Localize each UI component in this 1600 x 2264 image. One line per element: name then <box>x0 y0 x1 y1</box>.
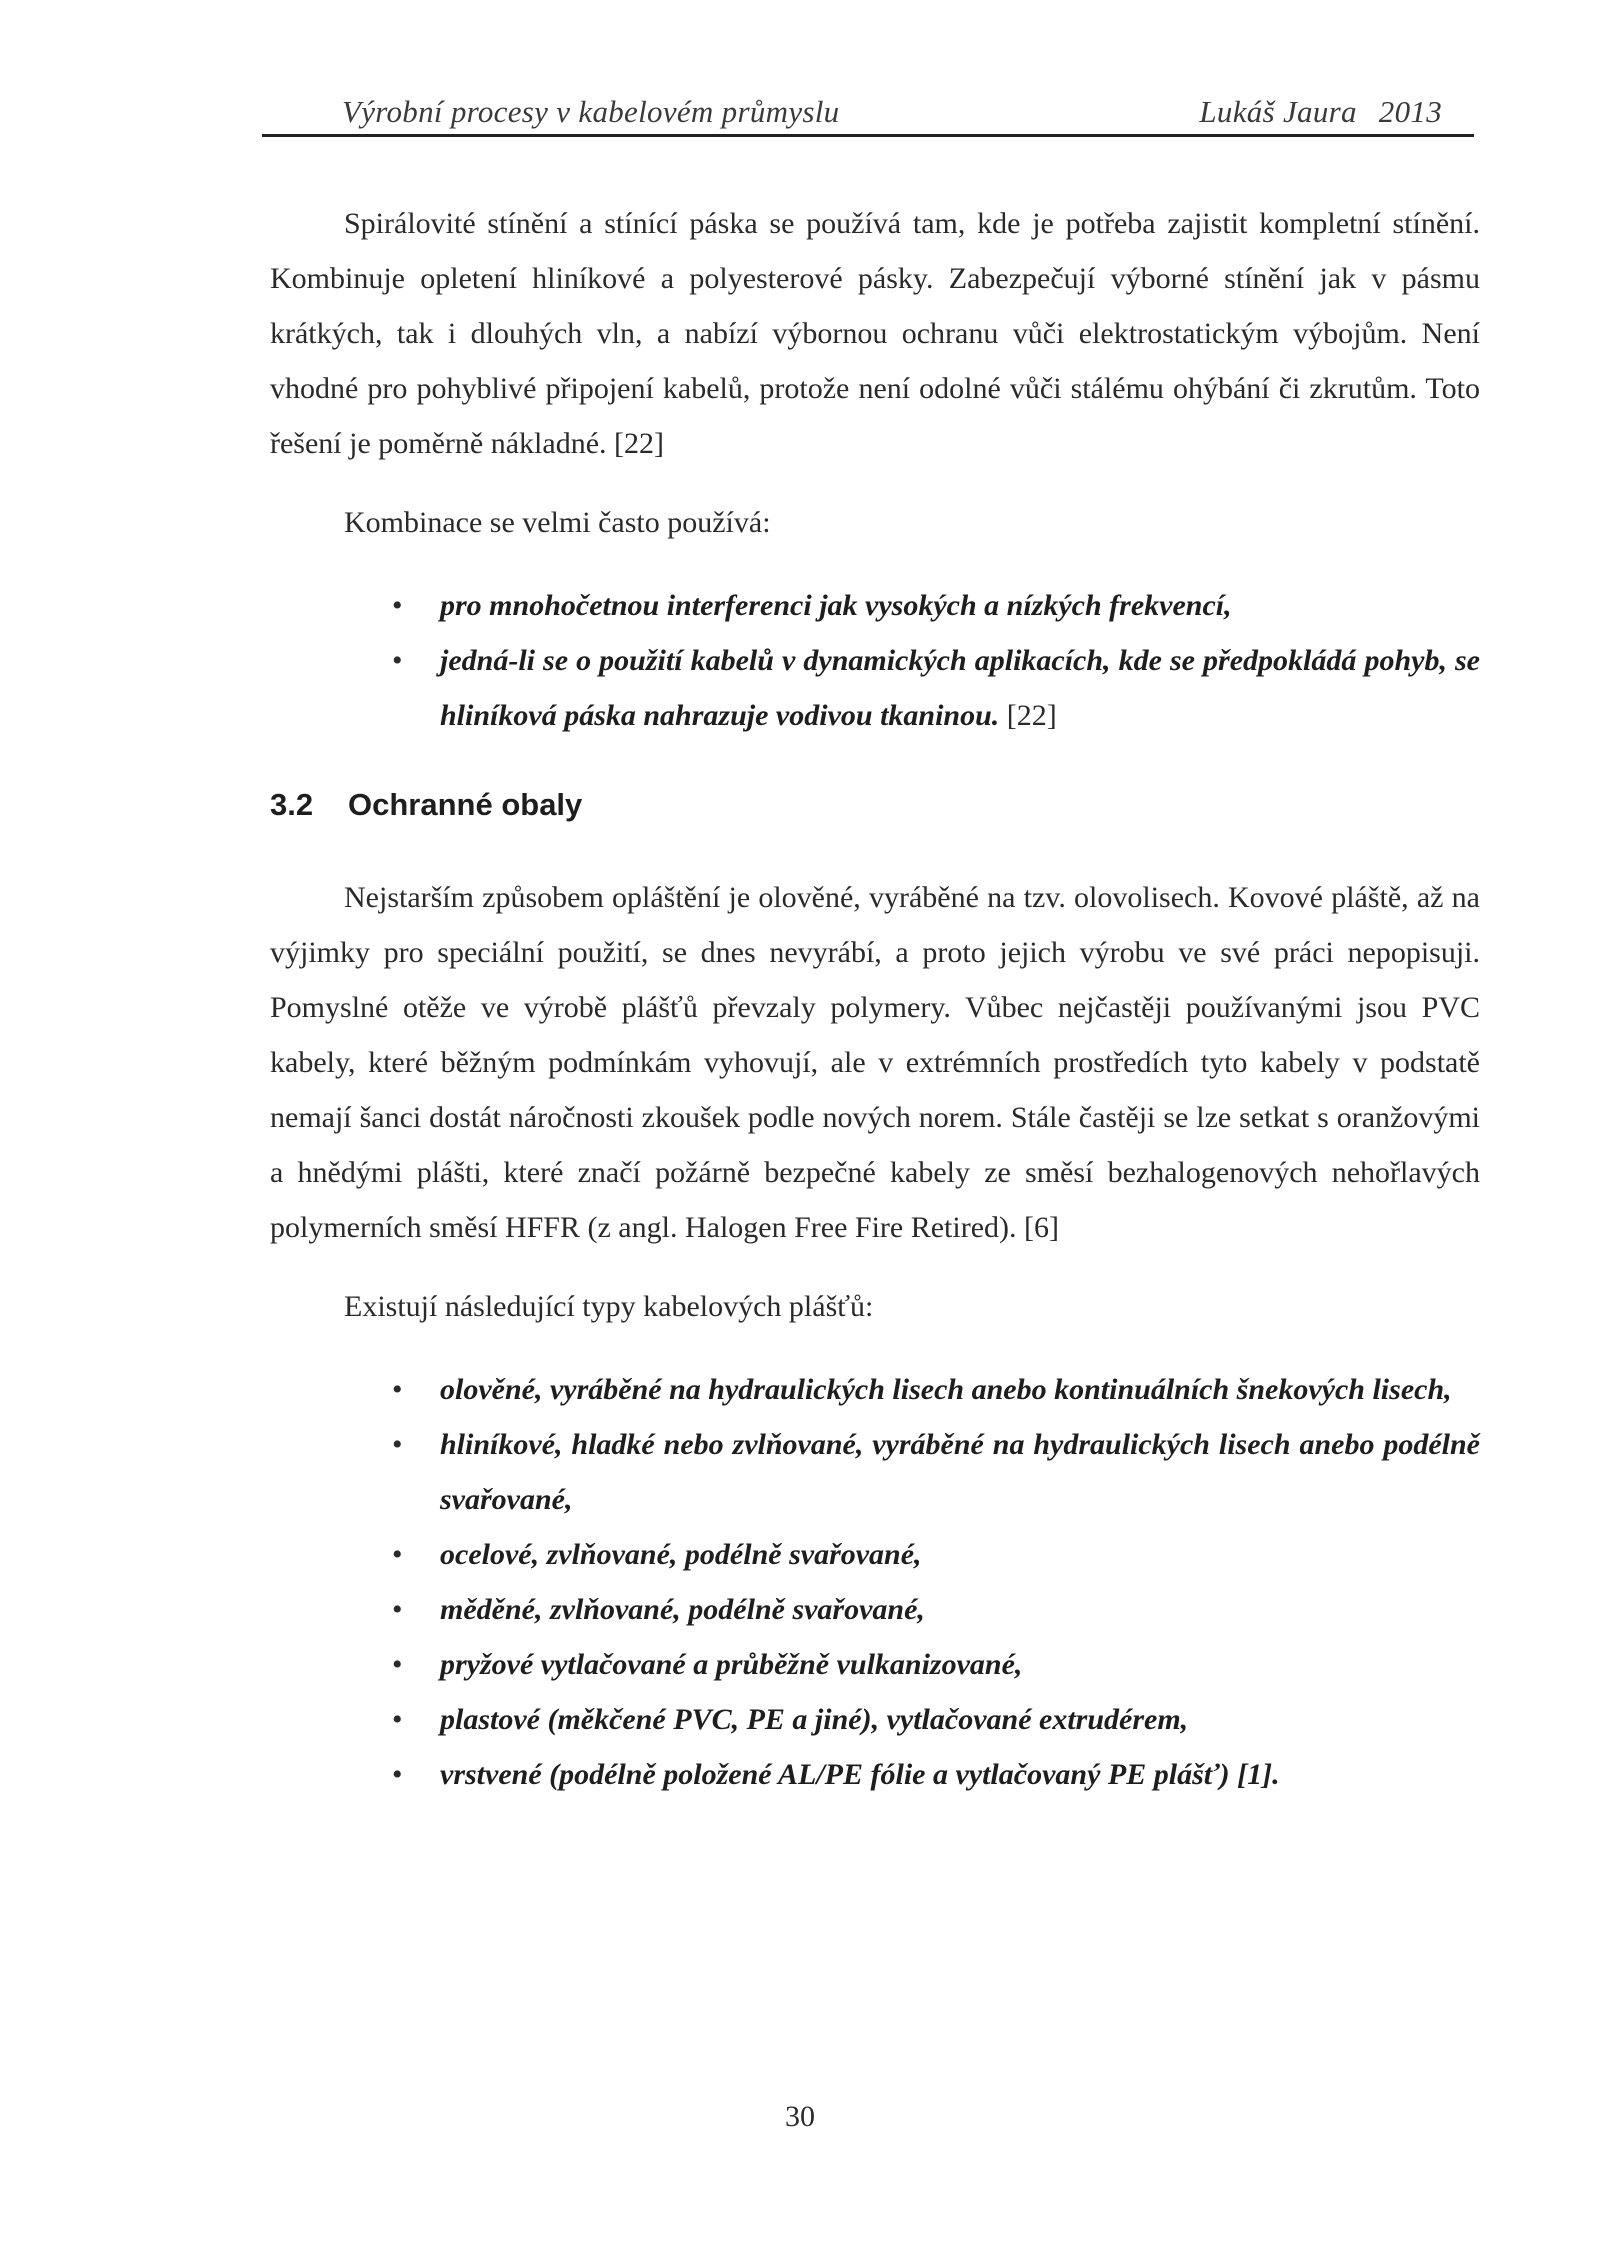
list-item <box>270 1362 1480 1417</box>
list-item-text: hliníkové, hladké nebo zvlňované, vyráběné na hydraulických lisech anebo podélně svařované, <box>440 1428 1480 1516</box>
sheath-types-list <box>270 1362 1480 1802</box>
header-year: 2013 <box>1378 94 1442 129</box>
page-number: 30 <box>785 2100 815 2133</box>
section-number: 3.2 <box>270 787 314 822</box>
list-item <box>270 1747 1480 1802</box>
list-item <box>270 633 1480 743</box>
list-item <box>270 578 1480 633</box>
header-title: Výrobní procesy v kabelovém průmyslu <box>342 94 840 129</box>
paragraph-combination-intro: Kombinace se velmi často používá: <box>344 506 771 539</box>
list-item-text: jedná-li se o použití kabelů v dynamických aplikacích, kde se předpokládá pohyb, se hliníková páska nahrazuje vodivou tkaninou. <box>440 644 1480 732</box>
list-item-text: měděné, zvlňované, podélně svařované, <box>440 1593 925 1626</box>
bullet-icon: • <box>392 1758 403 1791</box>
list-item-text: plastové (měkčené PVC, PE a jiné), vytlačované extrudérem, <box>440 1703 1189 1736</box>
list-item <box>270 1582 1480 1637</box>
header-author-year <box>1199 94 1442 130</box>
paragraph-shielding: Spirálovité stínění a stínící páska se používá tam, kde je potřeba zajistit kompletní stínění. Kombinuje opletení hliníkové a polyesterové pásky. Zabezpečují výborné stínění jak v pásmu krátkých, tak i dlouhých vln, a nabízí výbornou ochranu vůči elektrostatickým výbojům. Není vhodné pro pohyblivé připojení kabelů, protože není odolné vůči stálému ohýbání či zkrutům. Toto řešení je poměrně nákladné. [22] <box>270 207 1480 460</box>
bullet-icon: • <box>392 1593 403 1626</box>
list-item-text: pro mnohočetnou interferenci jak vysokých a nízkých frekvencí, <box>440 589 1232 622</box>
bullet-icon: • <box>392 1428 403 1461</box>
list-item-text: vrstvené (podélně položené AL/PE fólie a vytlačovaný PE plášť) [1]. <box>440 1758 1280 1791</box>
bullet-icon: • <box>392 644 403 677</box>
paragraph-protective-covers: Nejstarším způsobem opláštění je olověné, vyráběné na tzv. olovolisech. Kovové pláště, až na výjimky pro speciální použití, se dnes nevyrábí, a proto jejich výrobu ve své práci nepopisuji. Pomyslné otěže ve výrobě plášťů převzaly polymery. Vůbec nejčastěji používanými jsou PVC kabely, které běžným podmínkám vyhovují, ale v extrémních prostředích tyto kabely v podstatě nemají šanci dostát náročnosti zkoušek podle nových norem. Stále častěji se lze setkat s oranžovými a hnědými plášti, které značí požárně bezpečné kabely ze směsí bezhalogenových nehořlavých polymerních směsí HFFR (z angl. Halogen Free Fire Retired). [6] <box>270 881 1480 1244</box>
running-header <box>262 94 1474 137</box>
list-item-text: ocelové, zvlňované, podélně svařované, <box>440 1538 922 1571</box>
list-item <box>270 1692 1480 1747</box>
bullet-icon: • <box>392 1373 403 1406</box>
list-item-text: pryžové vytlačované a průběžně vulkanizované, <box>440 1648 1023 1681</box>
bullet-icon: • <box>392 1703 403 1736</box>
paragraph-sheath-types-intro: Existují následující typy kabelových plášťů: <box>344 1290 874 1323</box>
page-body <box>270 196 1480 1802</box>
list-item <box>270 1637 1480 1692</box>
list-item <box>270 1417 1480 1527</box>
bullet-icon: • <box>392 1538 403 1571</box>
header-author: Lukáš Jaura <box>1199 94 1357 129</box>
bullet-icon: • <box>392 589 403 622</box>
section-heading <box>270 777 1480 832</box>
combination-list <box>270 578 1480 743</box>
bullet-icon: • <box>392 1648 403 1681</box>
section-title: Ochranné obaly <box>348 787 583 822</box>
list-item-reference: [22] <box>999 699 1057 732</box>
list-item-text: olověné, vyráběné na hydraulických lisech anebo kontinuálních šnekových lisech, <box>440 1373 1452 1406</box>
list-item <box>270 1527 1480 1582</box>
